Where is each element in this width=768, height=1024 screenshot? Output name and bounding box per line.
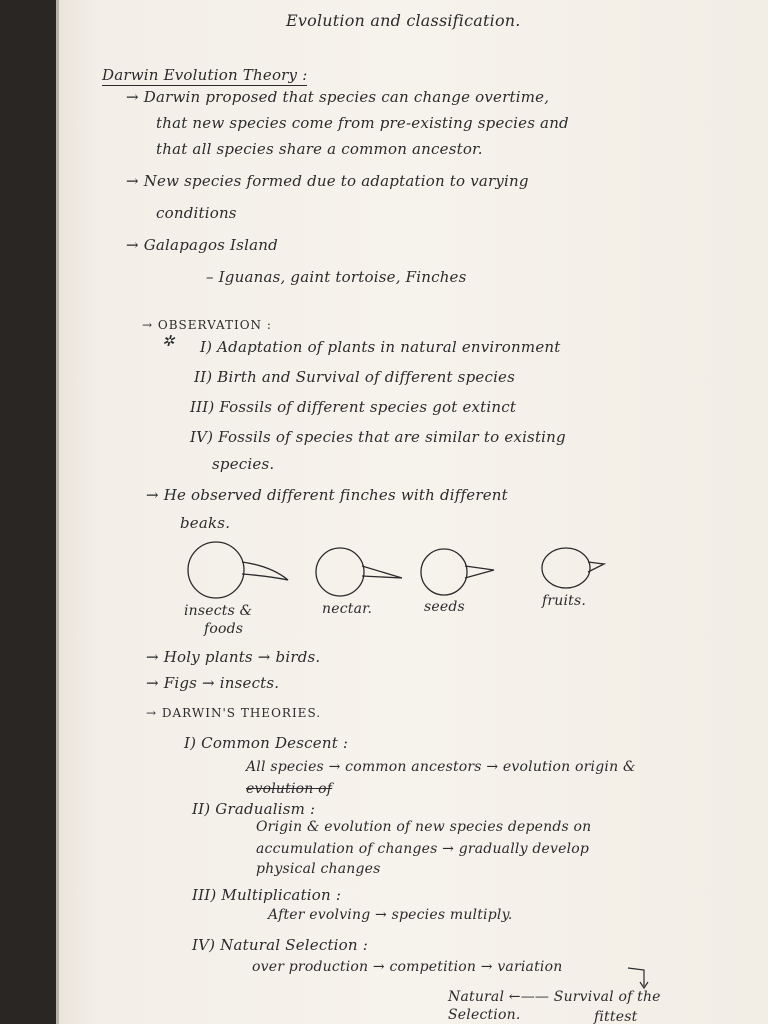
theory-text: Selection. (448, 1007, 521, 1023)
text-line: → Galapagos Island (126, 236, 278, 254)
theory-text-struck: evolution of (246, 781, 333, 797)
theory-text: over production → competition → variation (252, 959, 563, 975)
observation-heading: → OBSERVATION : (142, 318, 272, 332)
text-line: that new species come from pre-existing species and (156, 114, 569, 132)
text-line: beaks. (180, 514, 231, 532)
darwin-theories-heading: → DARWIN'S THEORIES. (146, 706, 322, 720)
finch-label: seeds (424, 599, 465, 615)
finch-label: insects & (184, 603, 253, 619)
finch-label: foods (204, 621, 244, 637)
page-title: Evolution and classification. (286, 11, 521, 30)
theory-text: Origin & evolution of new species depends on (256, 819, 592, 835)
theory-text: physical changes (256, 861, 381, 877)
heading-darwin-theory: Darwin Evolution Theory : (102, 66, 308, 84)
theory-text: fittest (594, 1009, 638, 1024)
observation-item: I) Adaptation of plants in natural environment (200, 338, 561, 356)
text-line: that all species share a common ancestor. (156, 140, 483, 158)
finch-label: fruits. (542, 593, 587, 609)
observation-item: III) Fossils of different species got extinct (190, 398, 517, 416)
text-line: – Iguanas, gaint tortoise, Finches (206, 268, 467, 286)
text-line: → New species formed due to adaptation to varying (126, 172, 529, 190)
observation-item: II) Birth and Survival of different species (194, 368, 516, 386)
text-line: → He observed different finches with different (146, 486, 508, 504)
star-icon: ✲ (162, 332, 175, 350)
observation-item: IV) Fossils of species that are similar to existing (190, 428, 566, 446)
text-line: → Figs → insects. (146, 674, 280, 692)
down-arrow-icon (56, 0, 768, 1024)
text-line: conditions (156, 204, 237, 222)
theory-text: accumulation of changes → gradually develop (256, 841, 590, 857)
theory-heading: I) Common Descent : (184, 734, 349, 752)
theory-heading: III) Multiplication : (192, 886, 342, 904)
theory-text: All species → common ancestors → evolution origin & (246, 759, 636, 775)
text-line: → Darwin proposed that species can change overtime, (126, 88, 550, 106)
text-line: → Holy plants → birds. (146, 648, 321, 666)
notebook-page (56, 0, 768, 1024)
theory-text: Natural ←—— Survival of the (448, 989, 661, 1005)
observation-item-cont: species. (212, 455, 275, 473)
theory-heading: IV) Natural Selection : (192, 936, 368, 954)
theory-text: After evolving → species multiply. (268, 907, 513, 923)
finch-label: nectar. (322, 601, 373, 617)
theory-heading: II) Gradualism : (192, 800, 316, 818)
